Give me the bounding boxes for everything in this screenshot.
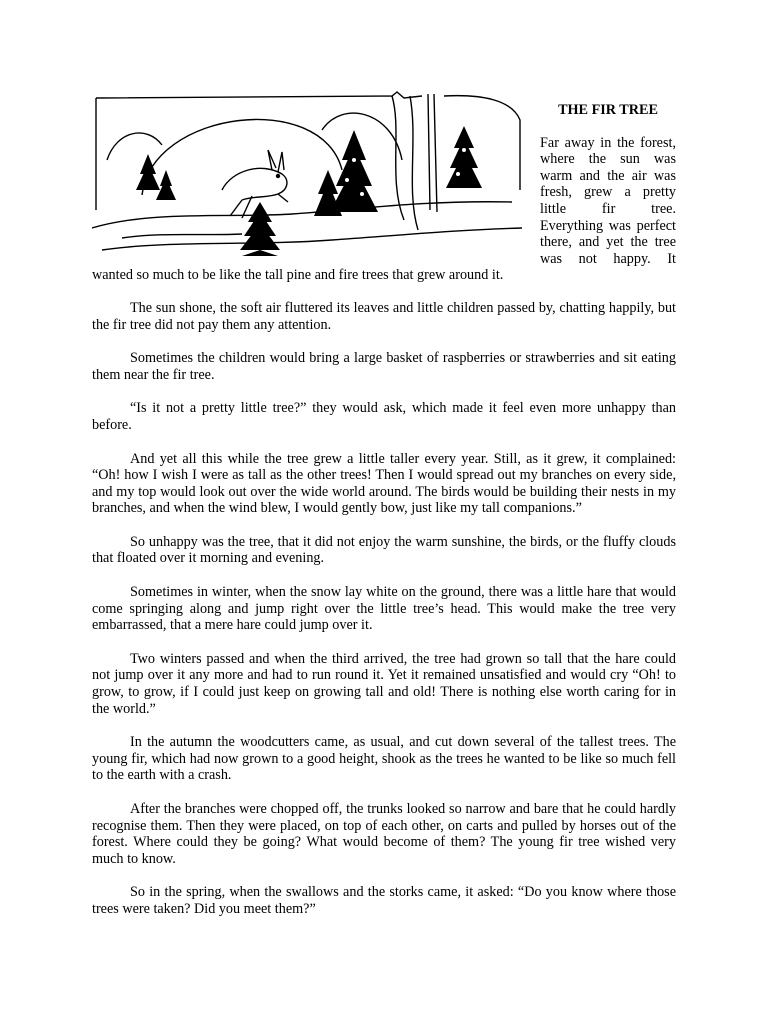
paragraph: Sometimes in winter, when the snow lay white on the ground, there was a little hare that would come springing along and jump right over the little tree’s head. This would make the tree very embarrassed, that a mere hare could jump over it. [92,584,676,634]
paragraph: So in the spring, when the swallows and the storks came, it asked: “Do you know where those trees were taken? Did you meet them?” [92,884,676,917]
paragraph: The sun shone, the soft air fluttered its leaves and little children passed by, chatting happily, but the fir tree did not pay them any attention. [92,299,676,333]
document-page [92,88,676,935]
winter-hare-illustration [92,90,524,262]
story-title: THE FIR TREE [558,102,658,118]
paragraph: In the autumn the woodcutters came, as usual, and cut down several of the tallest trees. The young fir, which had now grown to a good height, shook as the trees he wanted to be like so much fell to the earth with a crash. [92,734,676,784]
paragraph: After the branches were chopped off, the trunks looked so narrow and bare that he could hardly recognise them. Then they were placed, on top of each other, on carts and pulled by horses out of the forest. Where could they be going? What would become of them? The young fir tree wished very much to know. [92,801,676,867]
paragraph: So unhappy was the tree, that it did not enjoy the warm sunshine, the birds, or the fluffy clouds that floated over it morning and evening. [92,533,676,567]
paragraph: And yet all this while the tree grew a little taller every year. Still, as it grew, it complained: “Oh! how I wish I were as tall as the other trees! Then I would spread out my branches on every side, and my top would look out over the wide world around. The birds would be building their nests in my branches, and when the wind blew, I would gently bow, just like my tall companions.” [92,450,676,517]
paragraph: “Is it not a pretty little tree?” they would ask, which made it feel even more unhappy than before. [92,400,676,433]
paragraph: Far away in the forest, where the sun was warm and the air was fresh, grew a pretty little fir tree. Everything was perfect there, and yet the tree was not happy. It wanted so much to be like the tall pine and fire trees that grew around it. [92,134,676,284]
paragraph: Sometimes the children would bring a large basket of raspberries or strawberries and sit eating them near the fir tree. [92,350,676,383]
paragraph: Two winters passed and when the third arrived, the tree had grown so tall that the hare could not jump over it any more and had to run round it. Yet it remained unsatisfied and would cry “Oh! to grow, to grow, if I could just keep on growing tall and old! There is nothing else worth caring for in the world.” [92,650,676,717]
